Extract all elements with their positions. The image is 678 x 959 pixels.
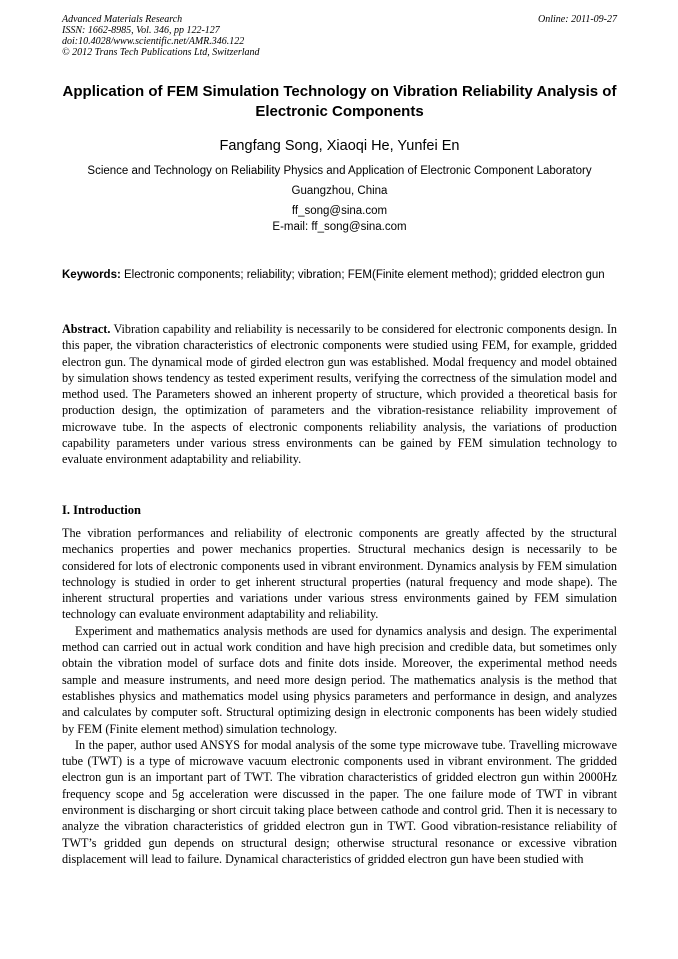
- abstract-label: Abstract.: [62, 322, 111, 336]
- issn-line: ISSN: 1662-8985, Vol. 346, pp 122-127: [62, 25, 220, 36]
- keywords-label: Keywords:: [62, 269, 121, 281]
- abstract-text: Vibration capability and reliability is necessarily to be considered for electronic components design. In this paper, the vibration characteristics of electronic components were studied using FEM, for example, gridded electron gun. The dynamical mode of girded electron gun was established. Modal frequency and model obtained by simulation shows tendency as tested experiment results, verifying the correctness of the simulation model and method used. The Parameters showed an inherent property of structure, which provided a theoretical basis for production design, the optimization of parameters and the vibration-resistance reliability improvement of microwave tube. In the aspects of electronic components reliability analysis, the variations of production capability parameters under various stress environments can be gained by FEM simulation technology to evaluate environment adaptability and reliability.: [62, 322, 617, 467]
- keywords-text: Electronic components; reliability; vibration; FEM(Finite element method); gridded electron gun: [124, 269, 605, 281]
- doi-line: doi:10.4028/www.scientific.net/AMR.346.122: [62, 36, 245, 47]
- body-paragraph: The vibration performances and reliability of electronic components are greatly affected by the structural mechanics properties and power mechanics properties. Structural mechanics design is necessarily to be considered for lots of electronic components used in vibrant environment. Dynamics analysis by FEM simulation technology is studied in order to get inherent structural properties (natural frequency and mode shape). The inherent structural properties and variations under various stress environments gained by FEM simulation technology can evaluate environment adaptability and reliability.: [62, 526, 617, 622]
- journal-name: Advanced Materials Research: [62, 14, 183, 25]
- abstract-block: [62, 321, 617, 468]
- online-date: Online: 2011-09-27: [538, 14, 617, 25]
- body-paragraph: Experiment and mathematics analysis methods are used for dynamics analysis and design. The experimental method can carried out in actual work condition and have high precision and credible data, but sometimes only obtain the vibration model of surface dots and finite dots inside. Moreover, the experimental method needs sample and measure instruments, and need more design period. The mathematics analysis is the method that establishes physics and mathematics model using physics parameters and performance in design, and analyzes and calculates by computer soft. Structural optimizing design in electronic components has been widely studied by FEM (Finite element method) simulation technology.: [62, 623, 617, 736]
- affiliation-city: Guangzhou, China: [291, 185, 388, 197]
- body-paragraph: In the paper, author used ANSYS for modal analysis of the some type microwave tube. Travelling microwave tube (TWT) is a type of microwave vacuum electronic components used in vibrant environment. The gridded electron gun is an important part of TWT. The vibration characteristics of gridded electron gun within 2000Hz frequency scope and 5g acceleration were discussed in the paper. The one failure mode of TWT in vibrant environment is discharging or short circuit taking place between cathode and control grid. Then it is necessary to analyze the vibration characteristics of gridded electron gun in TWT. Good vibration-resistance reliability of TWT’s gridded gun depends on structural design; otherwise structural resonance or excessive vibration displacement will lead to failure. Dynamical characteristics of gridded electron gun have been studied with: [62, 737, 617, 866]
- affiliation-lab: Science and Technology on Reliability Physics and Application of Electronic Component Laboratory: [87, 165, 592, 177]
- journal-header: [62, 14, 617, 58]
- keywords-block: [62, 268, 617, 283]
- introduction-body: [62, 525, 617, 867]
- affiliation-block: [62, 163, 617, 235]
- paper-title: Application of FEM Simulation Technology on Vibration Reliability Analysis of Electronic Components: [62, 83, 617, 120]
- section-heading-introduction: I. Introduction: [62, 503, 141, 517]
- contact-email[interactable]: E-mail: ff_song@sina.com: [272, 221, 407, 233]
- author-email[interactable]: ff_song@sina.com: [291, 205, 388, 217]
- copyright-line: © 2012 Trans Tech Publications Ltd, Switzerland: [62, 47, 260, 58]
- author-list: Fangfang Song, Xiaoqi He, Yunfei En: [219, 138, 460, 154]
